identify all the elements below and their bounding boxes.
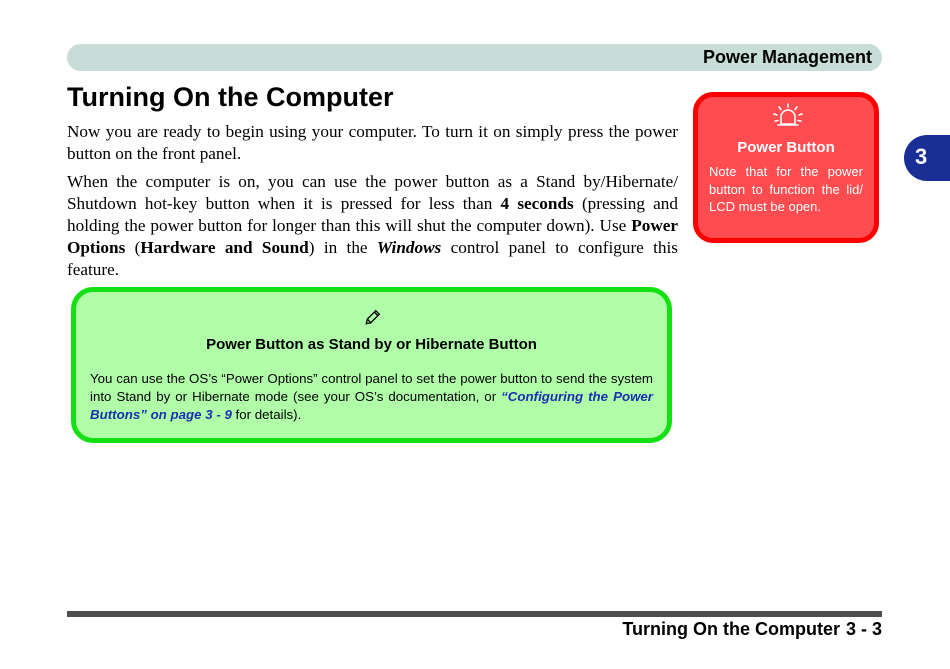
hardware-sound-text: Hardware and Sound bbox=[140, 238, 309, 257]
duration-text: 4 seconds bbox=[500, 194, 574, 213]
info-note-box bbox=[71, 287, 672, 443]
info-note-body: You can use the OS’s “Power Options” control panel to set the power button to send the system into Stand by or Hibernate mode (see your OS’s documentation, or “Configuring the Power Buttons” on page 3 - 9 for details). bbox=[90, 371, 653, 422]
warning-note-body: Note that for the power button to function the lid/ LCD must be open. bbox=[709, 164, 863, 214]
pencil-icon bbox=[364, 306, 384, 326]
power-options-text: Power Options bbox=[67, 216, 678, 257]
info-note-title: Power Button as Stand by or Hibernate Button bbox=[206, 336, 537, 353]
chapter-number: 3 bbox=[915, 144, 928, 169]
power-button-paragraph: When the computer is on, you can use the power button as a Stand by/Hibernate/ Shutdown hot-key button when it is pressed for less than 4 seconds (pressing and holding the power button for longer than this will shut the computer down). Use Power Options (Hardware and Sound) in the Windows control panel to configure this feature. bbox=[67, 172, 678, 279]
intro-paragraph: Now you are ready to begin using your computer. To turn it on simply press the power button on the front panel. bbox=[67, 122, 678, 163]
chapter-tab[interactable] bbox=[904, 135, 950, 181]
section-title: Power Management bbox=[702, 47, 872, 67]
footer-title: Turning On the Computer bbox=[622, 619, 840, 639]
footer bbox=[622, 619, 882, 640]
alarm-bell-icon bbox=[772, 103, 804, 129]
footer-rule bbox=[67, 611, 882, 617]
page-number: 3 - 3 bbox=[845, 619, 882, 639]
warning-note-box bbox=[693, 92, 879, 243]
windows-text: Windows bbox=[376, 238, 442, 257]
header-bar bbox=[67, 44, 882, 71]
warning-note-title: Power Button bbox=[737, 139, 835, 156]
page-title: Turning On the Computer bbox=[67, 82, 394, 112]
configuring-power-buttons-link[interactable]: “Configuring the Power Buttons” on page 3 - 9 bbox=[90, 389, 653, 422]
